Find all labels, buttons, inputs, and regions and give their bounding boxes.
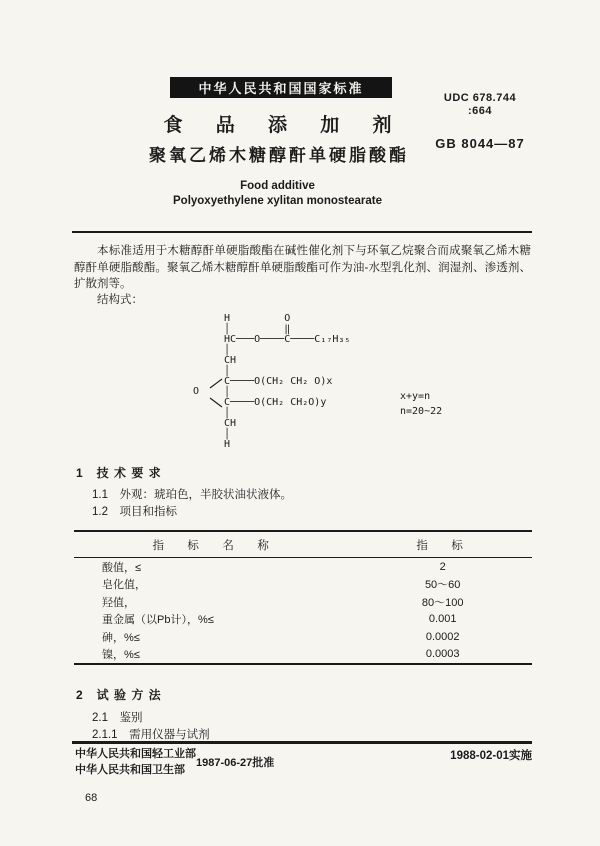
spec-table-body — [74, 558, 532, 663]
national-standard-banner: 中华人民共和国国家标准 — [170, 77, 392, 98]
approval-date: 1987-06-27批准 — [196, 757, 275, 769]
spec-name: 羟值， — [102, 596, 135, 609]
issuer-line1: 中华人民共和国轻工业部 — [75, 748, 196, 760]
spec-table-row — [74, 593, 532, 611]
section-2-heading: 2 试 验 方 法 — [76, 688, 162, 702]
title-en-line2: Polyoxyethylene xylitan monostearate — [173, 195, 382, 207]
scope-text: 本标准适用于木糖醇酐单硬脂酸酯在碱性催化剂下与环氧乙烷聚合而成聚氧乙烯木糖醇酐单硬脂酸酯。聚氧乙烯木糖醇酐单硬脂酸酯可作为油-水型乳化剂、润湿剂、渗透剂、扩散剂等。 — [74, 245, 531, 290]
spec-name: 重金属（以Pb计），%≤ — [102, 614, 214, 627]
formula-line: CH — [224, 418, 237, 429]
spec-table-row — [74, 611, 532, 629]
spec-table-row — [74, 576, 532, 594]
section-1-heading: 1 技 术 要 求 — [76, 466, 162, 480]
spec-name: 酸值，≤ — [102, 561, 142, 574]
spec-name: 镍，%≤ — [102, 649, 140, 662]
formula-line: H — [224, 439, 231, 450]
spec-value: 0.0003 — [425, 648, 460, 661]
page-number: 68 — [85, 792, 98, 804]
formula-line: │ — [224, 428, 231, 440]
document-title-en — [80, 179, 475, 209]
spec-name: 砷，%≤ — [102, 631, 140, 644]
formula-lines — [224, 314, 350, 451]
issuing-bodies — [75, 747, 196, 778]
section-2-1: 2.1 鉴别 — [92, 712, 143, 724]
issuer-line2: 中华人民共和国卫生部 — [75, 763, 185, 776]
spec-table-row — [74, 558, 532, 576]
spec-name: 皂化值， — [102, 579, 146, 592]
spec-value: 0.001 — [428, 613, 457, 626]
document-subtitle-cn: 聚氧乙烯木糖醇酐单硬脂酸酯 — [149, 146, 409, 165]
formula-line: H O — [224, 313, 291, 324]
formula-line: C────O(CH₂ CH₂ O)x — [224, 376, 333, 387]
spec-table — [74, 530, 532, 665]
spec-value: 80～100 — [421, 596, 464, 609]
title-en-line1: Food additive — [240, 180, 315, 192]
col-header-name: 指 标 名 称 — [152, 539, 275, 552]
spec-value: 50～60 — [424, 579, 461, 592]
section-2-1-1: 2.1.1 需用仪器与试剂 — [92, 729, 210, 741]
formula-note-xy: x+y=n — [400, 391, 431, 402]
spec-table-row — [74, 646, 532, 664]
scope-paragraph — [74, 243, 531, 293]
formula-line: C────O(CH₂ CH₂O)y — [224, 397, 327, 408]
section-1-2: 1.2 项目和指标 — [92, 506, 177, 518]
footer-divider — [72, 741, 532, 744]
effective-date: 1988-02-01实施 — [450, 750, 532, 762]
udc-line1: UDC 678.744 — [443, 92, 517, 104]
header-divider — [72, 231, 532, 233]
udc-line2: :664 — [467, 105, 493, 117]
formula-line: │ ‖ — [224, 323, 291, 335]
ring-oxygen-atom: O — [193, 386, 200, 397]
spec-value: 0.0002 — [425, 630, 460, 643]
standard-number: GB 8044—87 — [435, 136, 525, 151]
ring-bond-lines — [202, 377, 224, 409]
col-header-value: 指 标 — [416, 539, 469, 552]
section-1-1: 1.1 外观：琥珀色，半胶状油状液体。 — [92, 489, 292, 501]
formula-line: CH — [224, 355, 237, 366]
formula-line: │ — [224, 365, 231, 377]
formula-line: │ — [224, 386, 231, 398]
spec-table-row — [74, 628, 532, 646]
formula-line: │ — [224, 344, 231, 356]
spec-value: 2 — [439, 560, 446, 573]
document-title-cn: 食 品 添 加 剂 — [163, 115, 406, 136]
formula-line: │ — [224, 407, 231, 419]
structural-formula — [193, 313, 351, 451]
formula-note-n: n=20~22 — [400, 406, 443, 417]
formula-line: HC───O────C────C₁₇H₃₅ — [224, 334, 351, 345]
structure-formula-label: 结构式： — [97, 294, 143, 306]
spec-table-header — [74, 532, 532, 558]
